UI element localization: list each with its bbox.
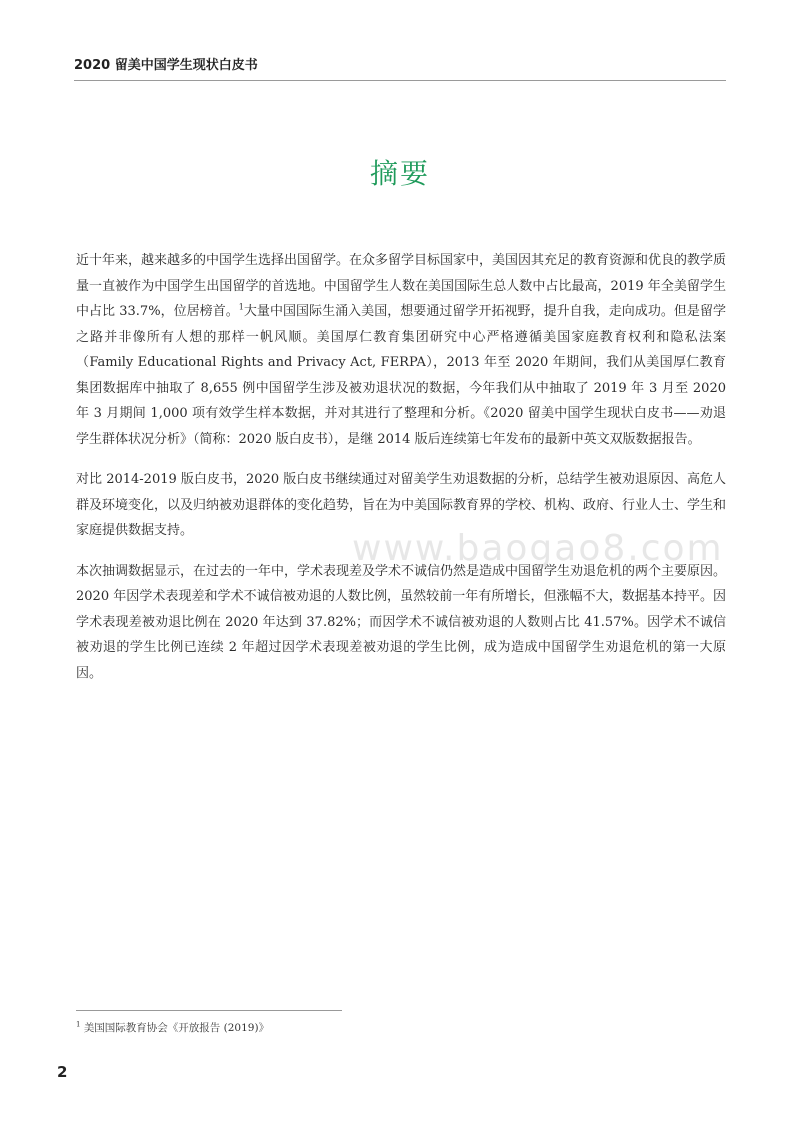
paragraph-1 xyxy=(76,248,726,452)
footnote xyxy=(76,1020,269,1035)
footnote-reference[interactable]: 1 xyxy=(238,302,244,312)
abstract-body xyxy=(76,248,726,701)
footnote-text: 美国国际教育协会《开放报告 (2019)》 xyxy=(83,1022,270,1034)
paragraph-3: 本次抽调数据显示，在过去的一年中，学术表现差及学术不诚信仍然是造成中国留学生劝退危机的两个主要原因。2020 年因学术表现差和学术不诚信被劝退的人数比例，虽然较前一年有所增长，但涨幅不大，数据基本持平。因学术表现差被劝退比例在 2020 年达到 37.82%；而因学术不诚信被劝退的人数则占比 41.57%。因学术不诚信被劝退的学生比例已连续 2 年超过因学术表现差被劝退的学生比例，成为造成中国留学生劝退危机的第一大原因。 xyxy=(76,563,727,681)
page-number: 2 xyxy=(57,1063,68,1081)
running-header: 2020 留美中国学生现状白皮书 xyxy=(74,58,258,73)
header-divider xyxy=(74,80,726,81)
paragraph-2: 对比 2014-2019 版白皮书，2020 版白皮书继续通过对留美学生劝退数据的分析，总结学生被劝退原因、高危人群及环境变化，以及归纳被劝退群体的变化趋势，旨在为中美国际教育界的学校、机构、政府、行业人士、学生和家庭提供数据支持。 xyxy=(76,472,727,538)
watermark: www.baogao8.com xyxy=(352,528,724,569)
paragraph-1-text-a: 近十年来，越来越多的中国学生选择出国留学。在众多留学目标国家中，美国因其充足的教育资源和优良的教学质量一直被作为中国学生出国留学的首选地。中国留学生人数在美国国际生总人数中占比最高，2019 年全美留学生中占比 33.7%，位居榜首。 xyxy=(76,253,727,319)
footnote-divider xyxy=(76,1010,342,1011)
page-title: 摘要 xyxy=(369,157,430,190)
paragraph-1-text-b: 大量中国国际生涌入美国，想要通过留学开拓视野，提升自我，走向成功。但是留学之路并非像所有人想的那样一帆风顺。美国厚仁教育集团研究中心严格遵循美国家庭教育权利和隐私法案（Family Educational Rights and Privacy Act, FERPA），2013 年至 2020 年期间，我们从美国厚仁教育集团数据库中抽取了 8,655 例中国留学生涉及被劝退状况的数据，今年我们从中抽取了 2019 年 3 月至 2020 年 3 月期间 1,000 项有效学生样本数据，并对其进行了整理和分析。《2020 留美中国学生现状白皮书——劝退学生群体状况分析》（简称：2020 版白皮书），是继 2014 版后连续第七年发布的最新中英文双版数据报告。 xyxy=(76,304,726,447)
footnote-marker: 1 xyxy=(76,1020,81,1029)
